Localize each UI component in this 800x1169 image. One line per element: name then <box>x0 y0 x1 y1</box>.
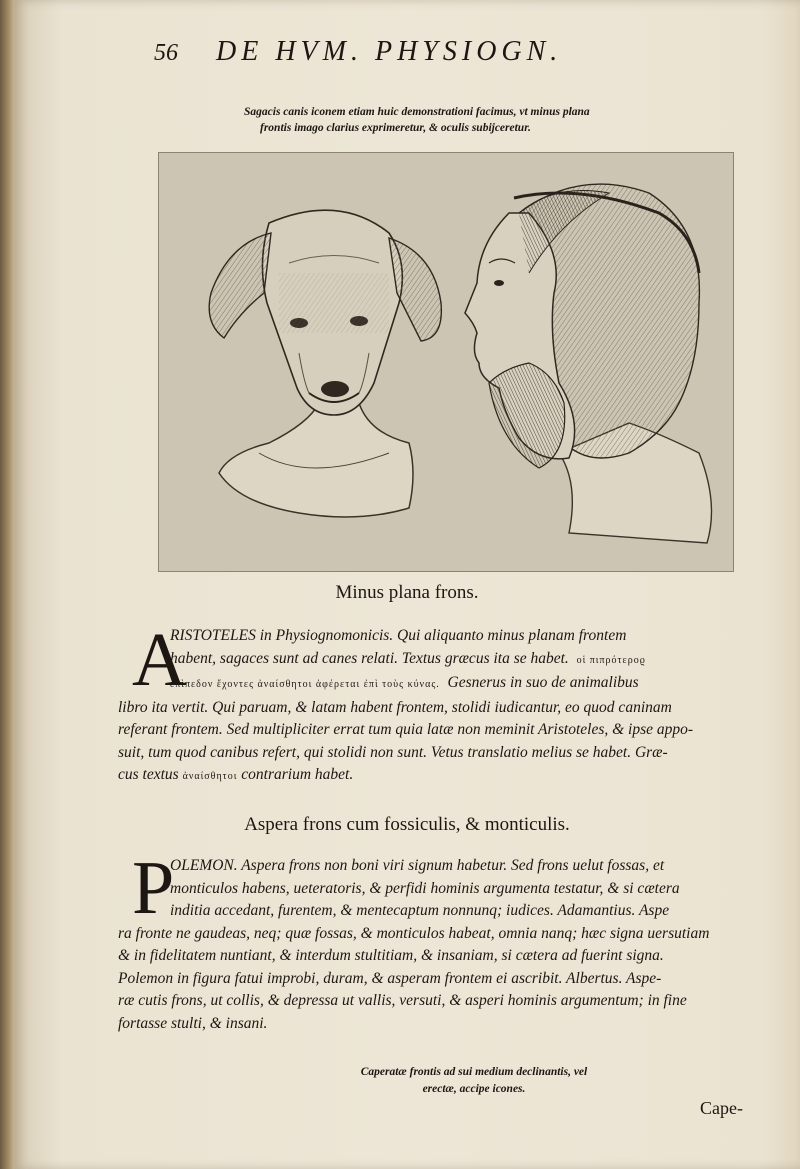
caption-line-1: Caperatæ frontis ad sui medium declinantis, vel <box>360 1066 588 1078</box>
running-title: DE HVM. PHYSIOGN. <box>216 36 563 67</box>
plate-caption-top <box>244 104 674 136</box>
caption-line-2: erectæ, accipe icones. <box>422 1083 526 1095</box>
text-line: OLEMON. Aspera frons non boni viri signum habetur. Sed frons uelut fossas, et <box>170 857 665 874</box>
text-line: Polemon in figura fatui improbi, duram, & asperam frontem ei ascribit. Albertus. Aspe- <box>118 969 662 987</box>
paragraph-polemon <box>118 846 778 1035</box>
text-line: ræ cutis frons, ut collis, & depressa ut vallis, versuti, & asperi hominis argumentum; in fine <box>118 992 687 1009</box>
catchword: Cape- <box>700 1098 743 1118</box>
greek-text: ἐπὶπεδον ἔχοντες ἀναίσθητοι ἀφέρεται ἐπὶ τοὺς κύνας. <box>170 679 440 690</box>
text-line: RISTOTELES in Physiognomonicis. Qui aliquanto minus planam frontem <box>170 627 627 644</box>
drop-cap-a: A <box>132 618 187 702</box>
text-span: habent, sagaces sunt ad canes relati. Textus græcus ita se habet. <box>170 649 569 667</box>
text-line: inditia accedant, furentem, & mentecaptum nonnunq; iudices. Adamantius. Aspe <box>170 902 670 919</box>
section-heading-minus-plana: Minus plana frons. <box>335 582 479 603</box>
page-number: 56 <box>154 40 178 66</box>
text-line <box>118 764 778 789</box>
text-line: fortasse stulti, & insani. <box>118 1014 268 1032</box>
text-span: Gesnerus in suo de animalibus <box>447 674 639 691</box>
text-line: & in fidelitatem nuntiant, & interdum stultitiam, & insaniam, si cætera ad fuerint signa. <box>118 947 664 964</box>
text-line <box>118 648 778 673</box>
greek-text: οἱ πιπρότεροϱ <box>576 654 646 666</box>
text-span: contrarium habet. <box>241 766 354 783</box>
drop-cap-p: P <box>132 846 175 930</box>
caption-line-2: frontis imago clarius exprimeretur, & oculis subijceretur. <box>260 122 531 134</box>
paragraph-aristoteles <box>118 618 778 789</box>
greek-text: ἀναίσθητοι <box>182 771 238 782</box>
book-page <box>14 0 800 1169</box>
text-line: monticulos habens, ueteratoris, & perfidi hominis argumenta testatur, & si cætera <box>170 879 680 897</box>
text-line: referant frontem. Sed multipliciter errat tum quia latæ non meminit Aristoteles, & ipse appo- <box>118 721 694 738</box>
book-binding-edge <box>0 0 14 1169</box>
plate-caption-bottom <box>314 1064 634 1098</box>
text-line: suit, tum quod canibus refert, qui stolidi non sunt. Vetus translatio melius se habet. Græ- <box>118 743 668 761</box>
section-heading-aspera-frons: Aspera frons cum fossiculis, & monticulis. <box>244 814 570 835</box>
text-line <box>118 672 778 697</box>
text-line: ra fronte ne gaudeas, neq; quæ fossas, & monticulos habeat, omnia nanq; hæc signa uersutiam <box>118 924 710 942</box>
text-span: cus textus <box>118 766 179 783</box>
engraving-illustration <box>159 153 733 571</box>
caption-line-1: Sagacis canis iconem etiam huic demonstrationi facimus, vt minus plana <box>244 106 590 118</box>
running-head <box>154 36 674 68</box>
text-line: libro ita vertit. Qui paruam, & latam habent frontem, stolidi iudicantur, eo quod caninam <box>118 698 672 716</box>
engraving-plate <box>158 152 734 572</box>
